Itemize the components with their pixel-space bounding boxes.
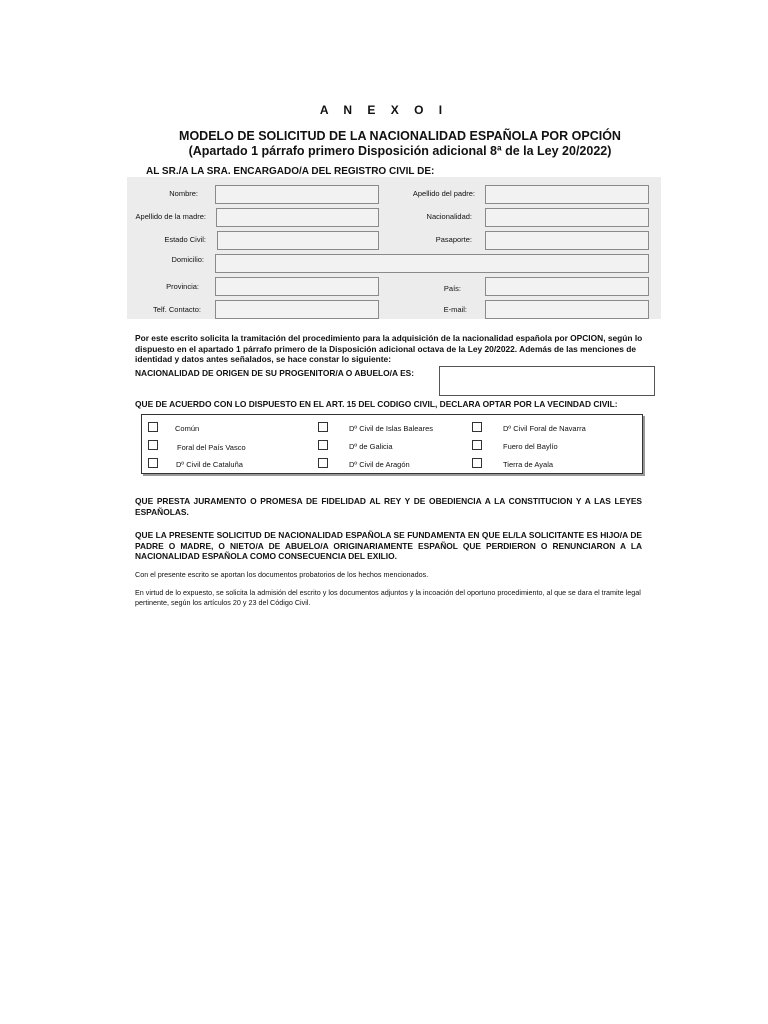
form-subtitle: (Apartado 1 párrafo primero Disposición adicional 8ª de la Ley 20/2022) bbox=[188, 144, 612, 158]
checkbox-pais-vasco[interactable] bbox=[148, 440, 158, 450]
recipient-line: AL SR./A LA SRA. ENCARGADO/A DEL REGISTRO CIVIL DE: bbox=[146, 166, 435, 177]
pais-label: País: bbox=[443, 284, 461, 293]
telf-field[interactable] bbox=[215, 300, 379, 319]
checkbox-baleares[interactable] bbox=[318, 422, 328, 432]
estado-civil-label: Estado Civil: bbox=[164, 235, 206, 244]
provincia-label: Provincia: bbox=[166, 282, 199, 291]
vecindad-civil-label: QUE DE ACUERDO CON LO DISPUESTO EN EL ART. 15 DEL CODIGO CIVIL, DECLARA OPTAR POR LA VECINDAD CIVIL: bbox=[135, 399, 618, 409]
nacionalidad-field[interactable] bbox=[485, 208, 649, 227]
email-field[interactable] bbox=[485, 300, 649, 319]
apellido-padre-field[interactable] bbox=[485, 185, 649, 204]
telf-label: Telf. Contacto: bbox=[153, 305, 201, 314]
request-paragraph: Por este escrito solicita la tramitación del procedimiento para la adquisición de la nacionalidad española por OPCION, según lo dispuesto en el apartado 1 párrafo primero de la Disposición adicional octava de la Ley 20/2022. Además de las menciones de identidad y datos antes señalados, se hace constar lo siguiente: bbox=[135, 333, 643, 364]
domicilio-field[interactable] bbox=[215, 254, 649, 273]
nombre-label: Nombre: bbox=[169, 189, 198, 198]
apellido-madre-field[interactable] bbox=[216, 208, 379, 227]
option-aragon-label: Dº Civil de Aragón bbox=[349, 460, 410, 469]
estado-civil-field[interactable] bbox=[217, 231, 379, 250]
option-baleares-label: Dº Civil de Islas Baleares bbox=[349, 424, 434, 433]
nacionalidad-label: Nacionalidad: bbox=[426, 212, 472, 221]
oath-statement: QUE PRESTA JURAMENTO O PROMESA DE FIDELIDAD AL REY Y DE OBEDIENCIA A LA CONSTITUCION Y A LAS LEYES ESPAÑOLAS. bbox=[135, 496, 642, 517]
checkbox-aragon[interactable] bbox=[318, 458, 328, 468]
checkbox-cataluna[interactable] bbox=[148, 458, 158, 468]
nombre-field[interactable] bbox=[215, 185, 379, 204]
option-galicia-label: Dº de Galicia bbox=[349, 442, 393, 451]
apellido-madre-label: Apellido de la madre: bbox=[135, 212, 206, 221]
checkbox-galicia[interactable] bbox=[318, 440, 328, 450]
option-baylio-label: Fuero del Baylío bbox=[503, 442, 558, 451]
apellido-padre-label: Apellido del padre: bbox=[412, 189, 475, 198]
documents-note: Con el presente escrito se aportan los documentos probatorios de los hechos mencionados. bbox=[135, 570, 429, 579]
checkbox-ayala[interactable] bbox=[472, 458, 482, 468]
pais-field[interactable] bbox=[485, 277, 649, 296]
provincia-field[interactable] bbox=[215, 277, 379, 296]
closing-request: En virtud de lo expuesto, se solicita la admisión del escrito y los documentos adjuntos y la incoación del oportuno procedimiento, al que se dara el tramite legal pertinente, según los artículos 20 y 23 del Código Civil. bbox=[135, 588, 641, 607]
option-navarra-label: Dº Civil Foral de Navarra bbox=[503, 424, 586, 433]
checkbox-navarra[interactable] bbox=[472, 422, 482, 432]
annex-heading: A N E X O I bbox=[319, 103, 449, 117]
checkbox-comun[interactable] bbox=[148, 422, 158, 432]
option-pais-vasco-label: Foral del País Vasco bbox=[177, 443, 246, 452]
origin-nationality-field[interactable] bbox=[439, 366, 655, 396]
domicilio-label: Domicilio: bbox=[171, 255, 204, 264]
option-comun-label: Común bbox=[175, 424, 200, 433]
pasaporte-field[interactable] bbox=[485, 231, 649, 250]
option-ayala-label: Tierra de Ayala bbox=[503, 460, 554, 469]
origin-nationality-label: NACIONALIDAD DE ORIGEN DE SU PROGENITOR/A O ABUELO/A ES: bbox=[135, 368, 415, 378]
option-cataluna-label: Dº Civil de Cataluña bbox=[176, 460, 243, 469]
pasaporte-label: Pasaporte: bbox=[435, 235, 472, 244]
email-label: E-mail: bbox=[443, 305, 467, 314]
basis-statement: QUE LA PRESENTE SOLICITUD DE NACIONALIDAD ESPAÑOLA SE FUNDAMENTA EN QUE EL/LA SOLICITANTE ES HIJO/A DE PADRE O MADRE, O NIETO/A DE ABUELO/A ORIGINARIAMENTE ESPAÑOL QUE PERDIERON O RENUNCIARON A LA NACIONALIDAD ESPAÑOLA COMO CONSECUENCIA DEL EXILIO. bbox=[135, 530, 642, 561]
checkbox-baylio[interactable] bbox=[472, 440, 482, 450]
form-title: MODELO DE SOLICITUD DE LA NACIONALIDAD ESPAÑOLA POR OPCIÓN bbox=[179, 129, 621, 143]
